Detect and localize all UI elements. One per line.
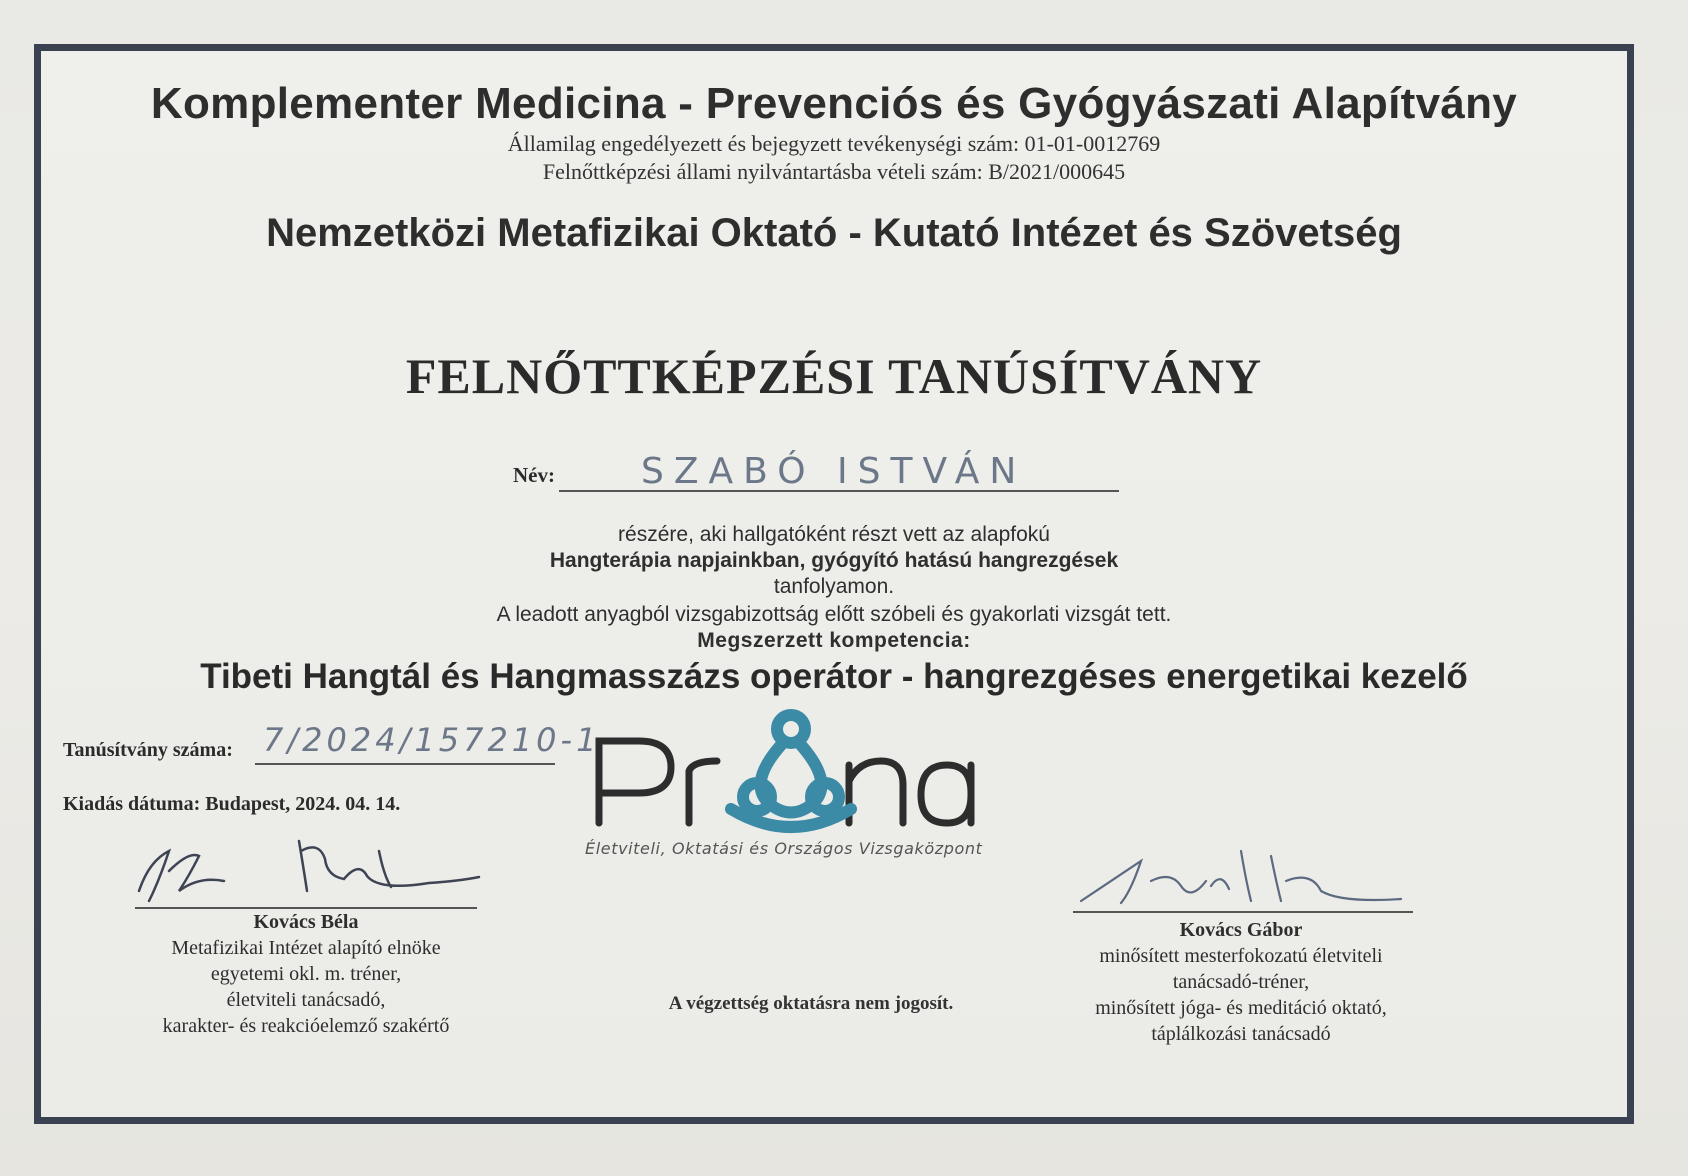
left-signer-title-4: karakter- és reakcióelemző szakértő bbox=[162, 1015, 450, 1037]
logo-subtitle: Életviteli, Oktatási és Országos Vizsgaközpont bbox=[585, 839, 983, 858]
certificate-number-label: Tanúsítvány száma: bbox=[63, 739, 233, 761]
right-signature bbox=[1071, 841, 1411, 911]
left-signer-title-1: Metafizikai Intézet alapító elnöke bbox=[171, 937, 441, 959]
left-signer-title-2: egyetemi okl. m. tréner, bbox=[210, 963, 402, 985]
course-name: Hangterápia napjainkban, gyógyító hatású hangrezgések bbox=[549, 549, 1119, 572]
right-signer-title-2: tanácsadó-tréner, bbox=[1172, 971, 1310, 993]
right-signature-line bbox=[1073, 911, 1413, 913]
right-signer-title-4: táplálkozási tanácsadó bbox=[1151, 1023, 1331, 1045]
certificate-number: 7/2024/157210-1 bbox=[263, 721, 601, 759]
certificate-frame bbox=[34, 44, 1634, 1124]
certificate-number-underline bbox=[255, 763, 555, 765]
institute-title: Nemzetközi Metafizikai Oktató - Kutató Intézet és Szövetség bbox=[266, 211, 1402, 255]
qualification-note: A végzettség oktatásra nem jogosít. bbox=[668, 993, 954, 1014]
competence-title: Tibeti Hangtál és Hangmasszázs operátor - hangrezgéses energetikai kezelő bbox=[200, 657, 1468, 696]
right-signer-title-1: minősített mesterfokozatú életviteli bbox=[1099, 945, 1383, 967]
left-signer-title-3: életviteli tanácsadó, bbox=[226, 989, 386, 1011]
name-label: Név: bbox=[513, 463, 555, 487]
registration-line-1: Államilag engedélyezett és bejegyzett tevékenységi szám: 01-01-0012769 bbox=[507, 131, 1161, 156]
right-signer-name: Kovács Gábor bbox=[1179, 919, 1303, 941]
prana-logo bbox=[581, 705, 991, 855]
certificate-title: FELNŐTTKÉPZÉSI TANÚSÍTVÁNY bbox=[405, 348, 1263, 404]
left-signature bbox=[129, 821, 489, 911]
recipient-name: SZABÓ ISTVÁN bbox=[641, 451, 1027, 492]
organization-title: Komplementer Medicina - Prevenciós és Gyógyászati Alapítvány bbox=[150, 79, 1518, 128]
text-line-1: részére, aki hallgatóként részt vett az alapfokú bbox=[618, 523, 1050, 546]
text-line-4: A leadott anyagból vizsgabizottság előtt szóbeli és gyakorlati vizsgát tett. bbox=[496, 603, 1172, 626]
issue-date: Kiadás dátuma: Budapest, 2024. 04. 14. bbox=[63, 793, 401, 815]
right-signer-title-3: minősített jóga- és meditáció oktató, bbox=[1095, 997, 1387, 1019]
right-signer-block bbox=[1041, 917, 1441, 1047]
competence-label: Megszerzett kompetencia: bbox=[697, 629, 971, 652]
registration-line-2: Felnőttképzési állami nyilvántartásba vételi szám: B/2021/000645 bbox=[542, 159, 1126, 184]
text-line-3: tanfolyamon. bbox=[773, 575, 895, 598]
left-signer-name: Kovács Béla bbox=[253, 911, 359, 933]
left-signer-block bbox=[111, 909, 501, 1039]
